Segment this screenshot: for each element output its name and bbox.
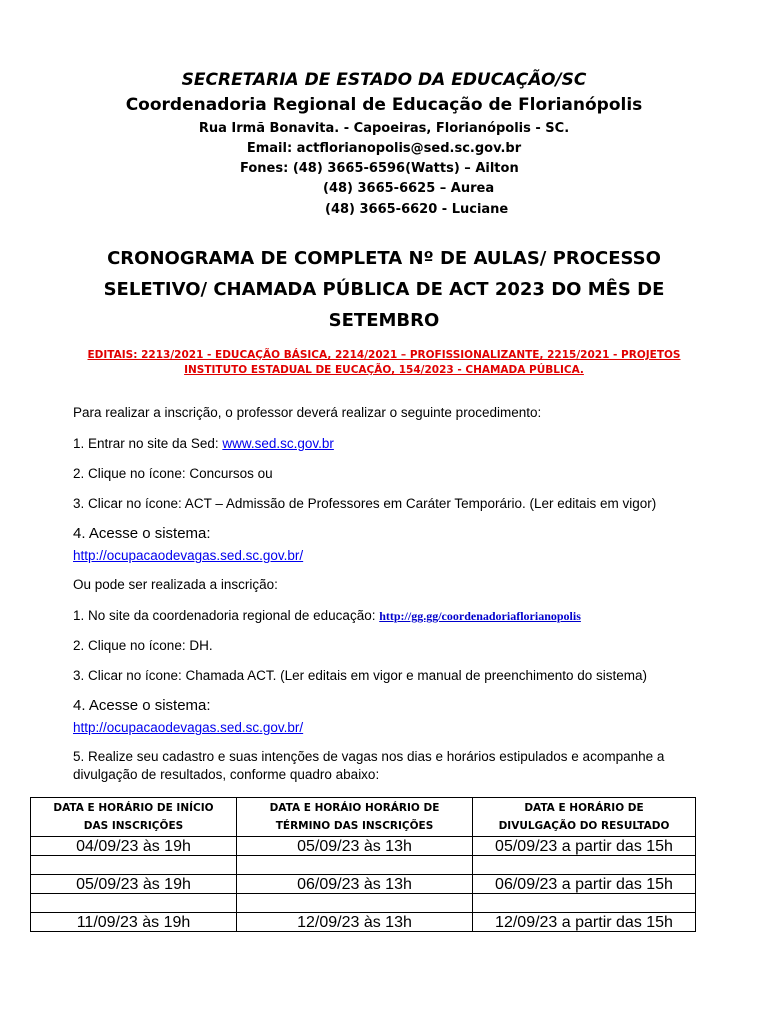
step-a2: 2. Clique no ícone: Concursos ou [73, 466, 273, 481]
cell-blank [473, 856, 696, 875]
coordenadoria-link[interactable]: http://gg.gg/coordenadoriaflorianopolis [379, 609, 581, 623]
cell-blank [31, 894, 237, 913]
cell-divulgacao: 12/09/23 a partir das 15h [473, 913, 696, 932]
phone-line-1: Fones: (48) 3665-6596(Watts) – Ailton [240, 161, 519, 176]
step-b4: 4. Acesse o sistema: [73, 697, 211, 714]
address-line: Rua Irmã Bonavita. - Capoeiras, Florianópolis - SC. [198, 121, 570, 136]
table-row [31, 837, 696, 856]
alternative-intro: Ou pode ser realizada a inscrição: [73, 577, 278, 592]
sed-site-link[interactable]: www.sed.sc.gov.br [222, 436, 334, 451]
ocupacao-link-1[interactable]: http://ocupacaodevagas.sed.sc.gov.br/ [73, 548, 304, 563]
step-a1-text: 1. Entrar no site da Sed: [73, 436, 223, 451]
header-divulgacao-line-2: DIVULGAÇÃO DO RESULTADO [498, 820, 670, 832]
step-a3: 3. Clicar no ícone: ACT – Admissão de Professores em Caráter Temporário. (Ler editais em vigor) [73, 496, 657, 511]
email-line: Email: actflorianopolis@sed.sc.gov.br [246, 141, 522, 156]
table-header-row [31, 798, 696, 837]
table-row [31, 875, 696, 894]
cell-inicio: 11/09/23 às 19h [31, 913, 237, 932]
cell-blank [237, 856, 473, 875]
header-inicio-line-2: DAS INSCRIÇÕES [83, 820, 184, 832]
step-a1 [73, 436, 334, 451]
header-termino-line-1: DATA E HORÁIO HORÁRIO DE [269, 802, 440, 814]
secretaria-heading: SECRETARIA DE ESTADO DA EDUCAÇÃO/SC [181, 70, 587, 90]
cell-blank [237, 894, 473, 913]
editais-line-1: EDITAIS: 2213/2021 - EDUCAÇÃO BÁSICA, 2214/2021 – PROFISSIONALIZANTE, 2215/2021 - PROJETOS [87, 349, 681, 361]
schedule-table [30, 797, 696, 932]
cell-termino: 05/09/23 às 13h [237, 837, 473, 856]
header-termino [237, 798, 473, 837]
cell-divulgacao: 06/09/23 a partir das 15h [473, 875, 696, 894]
header-divulgacao [473, 798, 696, 837]
document-title-line-2: SELETIVO/ CHAMADA PÚBLICA DE ACT 2023 DO MÊS DE [103, 279, 665, 300]
table-row-blank [31, 894, 696, 913]
document-title-line-3: SETEMBRO [328, 310, 440, 331]
header-inicio-line-1: DATA E HORÁRIO DE INÍCIO [53, 802, 214, 814]
step-b1-text: 1. No site da coordenadoria regional de educação: [73, 608, 380, 623]
phone-line-2: (48) 3665-6625 – Aurea [323, 181, 495, 196]
phone-line-3: (48) 3665-6620 - Luciane [325, 202, 509, 217]
cell-termino: 06/09/23 às 13h [237, 875, 473, 894]
cell-termino: 12/09/23 às 13h [237, 913, 473, 932]
header-divulgacao-line-1: DATA E HORÁRIO DE [524, 802, 644, 814]
step-5-line-1: 5. Realize seu cadastro e suas intenções de vagas nos dias e horários estipulados e acompanhe a [73, 749, 665, 764]
header-termino-line-2: TÉRMINO DAS INSCRIÇÕES [275, 820, 434, 832]
coordenadoria-heading: Coordenadoria Regional de Educação de Florianópolis [125, 95, 643, 115]
cell-inicio: 04/09/23 às 19h [31, 837, 237, 856]
step-a4: 4. Acesse o sistema: [73, 525, 211, 542]
cell-blank [31, 856, 237, 875]
cell-divulgacao: 05/09/23 a partir das 15h [473, 837, 696, 856]
cell-blank [473, 894, 696, 913]
step-b1 [73, 608, 581, 624]
step-b2: 2. Clique no ícone: DH. [73, 638, 213, 653]
table-row-blank [31, 856, 696, 875]
ocupacao-link-2[interactable]: http://ocupacaodevagas.sed.sc.gov.br/ [73, 720, 304, 735]
table-row [31, 913, 696, 932]
document-title-line-1: CRONOGRAMA DE COMPLETA Nº DE AULAS/ PROCESSO [107, 248, 661, 269]
editais-line-2: INSTITUTO ESTADUAL DE EUCAÇÃO, 154/2023 - CHAMADA PÚBLICA. [184, 364, 584, 376]
cell-inicio: 05/09/23 às 19h [31, 875, 237, 894]
step-b3: 3. Clicar no ícone: Chamada ACT. (Ler editais em vigor e manual de preenchimento do sistema) [73, 668, 648, 683]
step-5-line-2: divulgação de resultados, conforme quadro abaixo: [73, 767, 380, 782]
header-inicio [31, 798, 237, 837]
intro-text: Para realizar a inscrição, o professor deverá realizar o seguinte procedimento: [73, 405, 542, 420]
